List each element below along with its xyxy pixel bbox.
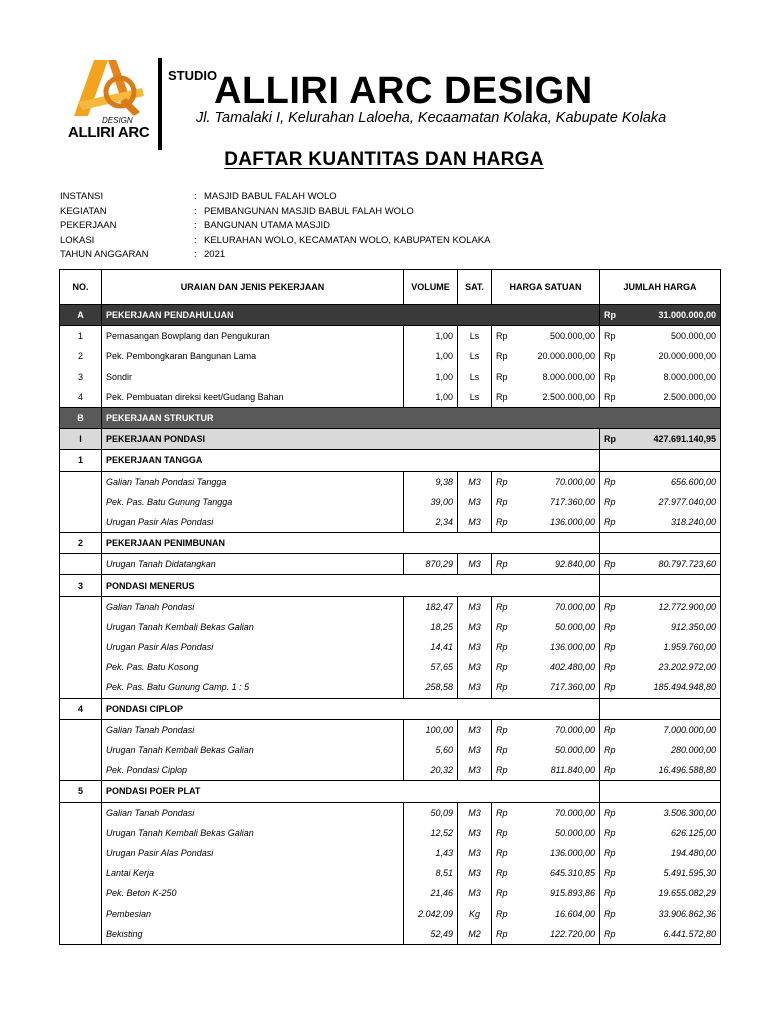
item-currency: Rp <box>600 823 622 843</box>
item-currency: Rp <box>492 924 514 945</box>
section-row <box>60 305 721 326</box>
table-row <box>60 760 721 781</box>
info-sep: : <box>194 220 197 231</box>
item-currency: Rp <box>492 326 514 347</box>
item-unit-price: 402.480,00 <box>514 657 600 677</box>
table-row <box>60 554 721 575</box>
item-currency: Rp <box>600 617 622 637</box>
item-volume: 18,25 <box>404 617 458 637</box>
item-total-price: 1.959.760,00 <box>622 637 721 657</box>
group-total-empty <box>622 450 721 471</box>
item-total-price: 33.906.862,36 <box>622 903 721 923</box>
group-no: 4 <box>60 698 102 719</box>
item-no <box>60 924 102 945</box>
item-total-price: 7.000.000,00 <box>622 719 721 740</box>
item-unit: Ls <box>458 346 492 366</box>
item-currency: Rp <box>492 471 514 492</box>
item-total-price: 20.000.000,00 <box>622 346 721 366</box>
table-row <box>60 596 721 617</box>
item-volume: 39,00 <box>404 492 458 512</box>
group-total-empty <box>622 698 721 719</box>
item-currency: Rp <box>600 843 622 863</box>
item-currency: Rp <box>600 596 622 617</box>
item-currency: Rp <box>600 387 622 408</box>
table-row <box>60 637 721 657</box>
item-unit: Kg <box>458 903 492 923</box>
item-description: Pek. Pas. Batu Kosong <box>102 657 404 677</box>
header-divider <box>158 58 162 150</box>
subsection-row <box>60 429 721 450</box>
item-total-price: 656.600,00 <box>622 471 721 492</box>
item-unit: M3 <box>458 492 492 512</box>
table-row <box>60 863 721 883</box>
item-currency: Rp <box>492 843 514 863</box>
group-row <box>60 781 721 802</box>
item-currency: Rp <box>492 719 514 740</box>
item-unit-price: 50.000,00 <box>514 823 600 843</box>
group-currency-empty <box>600 450 622 471</box>
table-row <box>60 802 721 823</box>
subsection-title: PEKERJAAN PONDASI <box>102 429 600 450</box>
item-currency: Rp <box>492 903 514 923</box>
subsection-currency: Rp <box>600 429 622 450</box>
item-volume: 1,43 <box>404 843 458 863</box>
item-currency: Rp <box>600 802 622 823</box>
table-row <box>60 512 721 533</box>
item-description: Urugan Pasir Alas Pondasi <box>102 512 404 533</box>
group-total-empty <box>622 533 721 554</box>
table-row <box>60 387 721 408</box>
item-total-price: 3.506.300,00 <box>622 802 721 823</box>
boq-body <box>60 305 721 945</box>
section-row <box>60 407 721 428</box>
item-description: Pek. Pondasi Ciplop <box>102 760 404 781</box>
item-unit-price: 122.720,00 <box>514 924 600 945</box>
item-no <box>60 740 102 760</box>
item-volume: 100,00 <box>404 719 458 740</box>
item-volume: 182,47 <box>404 596 458 617</box>
item-volume: 1,00 <box>404 367 458 387</box>
table-row <box>60 823 721 843</box>
item-total-price: 280.000,00 <box>622 740 721 760</box>
item-description: Pemasangan Bowplang dan Pengukuran <box>102 326 404 347</box>
item-volume: 9,38 <box>404 471 458 492</box>
item-currency: Rp <box>600 346 622 366</box>
item-no <box>60 657 102 677</box>
table-row <box>60 883 721 903</box>
item-description: Pek. Pembongkaran Bangunan Lama <box>102 346 404 366</box>
group-no: 5 <box>60 781 102 802</box>
item-total-price: 8.000.000,00 <box>622 367 721 387</box>
table-row <box>60 719 721 740</box>
table-row <box>60 924 721 945</box>
item-unit: M3 <box>458 883 492 903</box>
group-title: PONDASI CIPLOP <box>102 698 600 719</box>
info-key: PEKERJAAN <box>60 220 117 231</box>
item-description: Galian Tanah Pondasi <box>102 719 404 740</box>
item-volume: 870,29 <box>404 554 458 575</box>
info-key: KEGIATAN <box>60 205 107 217</box>
group-title: PEKERJAAN PENIMBUNAN <box>102 533 600 554</box>
table-row <box>60 346 721 366</box>
item-unit-price: 8.000.000,00 <box>514 367 600 387</box>
section-currency: Rp <box>600 305 622 326</box>
item-volume: 1,00 <box>404 387 458 408</box>
group-total-empty <box>622 575 721 596</box>
header-description: URAIAN DAN JENIS PEKERJAAN <box>102 270 404 305</box>
item-description: Bekisting <box>102 924 404 945</box>
group-no: 1 <box>60 450 102 471</box>
item-unit-price: 915.893,86 <box>514 883 600 903</box>
item-description: Galian Tanah Pondasi <box>102 802 404 823</box>
item-currency: Rp <box>492 596 514 617</box>
item-description: Galian Tanah Pondasi <box>102 596 404 617</box>
item-description: Urugan Tanah Didatangkan <box>102 554 404 575</box>
item-no <box>60 719 102 740</box>
table-row <box>60 492 721 512</box>
group-currency-empty <box>600 533 622 554</box>
item-unit-price: 136.000,00 <box>514 512 600 533</box>
item-description: Urugan Tanah Kembali Bekas Galian <box>102 740 404 760</box>
item-currency: Rp <box>492 554 514 575</box>
info-sep: : <box>194 191 197 202</box>
group-currency-empty <box>600 781 622 802</box>
item-total-price: 16.496.588,80 <box>622 760 721 781</box>
item-unit: M3 <box>458 554 492 575</box>
item-no <box>60 843 102 863</box>
item-volume: 5,60 <box>404 740 458 760</box>
item-currency: Rp <box>492 617 514 637</box>
item-currency: Rp <box>600 760 622 781</box>
item-unit-price: 70.000,00 <box>514 471 600 492</box>
item-currency: Rp <box>492 492 514 512</box>
item-currency: Rp <box>492 346 514 366</box>
item-description: Sondir <box>102 367 404 387</box>
item-currency: Rp <box>492 677 514 698</box>
item-description: Urugan Tanah Kembali Bekas Galian <box>102 823 404 843</box>
logo-mark-icon <box>64 58 154 124</box>
table-row <box>60 843 721 863</box>
item-volume: 57,65 <box>404 657 458 677</box>
item-volume: 2.042,09 <box>404 903 458 923</box>
section-total: 31.000.000,00 <box>622 305 721 326</box>
item-no <box>60 863 102 883</box>
table-row <box>60 903 721 923</box>
item-unit-price: 717.360,00 <box>514 492 600 512</box>
document-title-text: DAFTAR KUANTITAS DAN HARGA <box>224 149 544 170</box>
info-sep: : <box>194 234 197 246</box>
item-total-price: 626.125,00 <box>622 823 721 843</box>
item-unit-price: 50.000,00 <box>514 740 600 760</box>
item-currency: Rp <box>492 823 514 843</box>
boq-table <box>59 269 721 945</box>
item-unit: M3 <box>458 617 492 637</box>
item-unit-price: 70.000,00 <box>514 802 600 823</box>
table-row <box>60 471 721 492</box>
group-row <box>60 533 721 554</box>
item-currency: Rp <box>492 740 514 760</box>
item-unit: Ls <box>458 367 492 387</box>
item-unit-price: 70.000,00 <box>514 719 600 740</box>
item-volume: 20,32 <box>404 760 458 781</box>
item-currency: Rp <box>492 802 514 823</box>
item-description: Pek. Pas. Batu Gunung Camp. 1 : 5 <box>102 677 404 698</box>
section-title: PEKERJAAN STRUKTUR <box>102 407 721 428</box>
item-no: 1 <box>60 326 102 347</box>
item-currency: Rp <box>600 883 622 903</box>
group-no: 3 <box>60 575 102 596</box>
item-unit-price: 717.360,00 <box>514 677 600 698</box>
item-currency: Rp <box>600 326 622 347</box>
item-unit-price: 92.840,00 <box>514 554 600 575</box>
item-unit: M3 <box>458 823 492 843</box>
item-currency: Rp <box>600 512 622 533</box>
item-currency: Rp <box>600 740 622 760</box>
group-row <box>60 698 721 719</box>
item-currency: Rp <box>600 924 622 945</box>
header-unit-price: HARGA SATUAN <box>492 270 600 305</box>
group-total-empty <box>622 781 721 802</box>
info-value: MASJID BABUL FALAH WOLO <box>204 191 337 202</box>
item-description: Galian Tanah Pondasi Tangga <box>102 471 404 492</box>
item-total-price: 318.240,00 <box>622 512 721 533</box>
item-total-price: 19.655.082,29 <box>622 883 721 903</box>
info-value: BANGUNAN UTAMA MASJID <box>204 220 330 231</box>
item-no <box>60 596 102 617</box>
item-currency: Rp <box>600 471 622 492</box>
item-currency: Rp <box>600 677 622 698</box>
table-row <box>60 740 721 760</box>
item-volume: 258,58 <box>404 677 458 698</box>
item-unit: M2 <box>458 924 492 945</box>
group-title: PONDASI MENERUS <box>102 575 600 596</box>
item-no <box>60 554 102 575</box>
subsection-total: 427.691.140,95 <box>622 429 721 450</box>
item-description: Pek. Pembuatan direksi keet/Gudang Bahan <box>102 387 404 408</box>
item-no <box>60 677 102 698</box>
item-total-price: 185.494.948,80 <box>622 677 721 698</box>
table-row <box>60 617 721 637</box>
info-value: PEMBANGUNAN MASJID BABUL FALAH WOLO <box>204 205 414 217</box>
group-currency-empty <box>600 698 622 719</box>
item-total-price: 80.797.723,60 <box>622 554 721 575</box>
item-currency: Rp <box>600 719 622 740</box>
section-no: B <box>60 407 102 428</box>
item-total-price: 500.000,00 <box>622 326 721 347</box>
item-unit: M3 <box>458 843 492 863</box>
group-row <box>60 450 721 471</box>
item-no <box>60 760 102 781</box>
group-row <box>60 575 721 596</box>
item-unit-price: 136.000,00 <box>514 637 600 657</box>
item-currency: Rp <box>492 637 514 657</box>
item-no <box>60 823 102 843</box>
item-no <box>60 617 102 637</box>
item-currency: Rp <box>492 883 514 903</box>
item-currency: Rp <box>492 387 514 408</box>
section-title: PEKERJAAN PENDAHULUAN <box>102 305 600 326</box>
item-currency: Rp <box>600 657 622 677</box>
item-unit-price: 2.500.000,00 <box>514 387 600 408</box>
item-unit-price: 500.000,00 <box>514 326 600 347</box>
item-currency: Rp <box>600 863 622 883</box>
item-total-price: 12.772.900,00 <box>622 596 721 617</box>
item-unit: M3 <box>458 657 492 677</box>
header-no: NO. <box>60 270 102 305</box>
item-unit: M3 <box>458 512 492 533</box>
item-no: 3 <box>60 367 102 387</box>
item-volume: 50,09 <box>404 802 458 823</box>
item-total-price: 23.202.972,00 <box>622 657 721 677</box>
item-currency: Rp <box>600 492 622 512</box>
item-unit: M3 <box>458 863 492 883</box>
item-description: Pembesian <box>102 903 404 923</box>
item-currency: Rp <box>492 512 514 533</box>
item-unit-price: 50.000,00 <box>514 617 600 637</box>
item-no: 2 <box>60 346 102 366</box>
info-sep: : <box>194 249 197 260</box>
info-key: INSTANSI <box>60 191 104 202</box>
item-volume: 2,34 <box>404 512 458 533</box>
item-volume: 14,41 <box>404 637 458 657</box>
item-no <box>60 512 102 533</box>
item-no: 4 <box>60 387 102 408</box>
item-total-price: 27.977.040,00 <box>622 492 721 512</box>
item-unit: Ls <box>458 326 492 347</box>
item-volume: 52,49 <box>404 924 458 945</box>
table-row <box>60 677 721 698</box>
item-unit-price: 70.000,00 <box>514 596 600 617</box>
item-unit: M3 <box>458 596 492 617</box>
item-currency: Rp <box>600 554 622 575</box>
item-unit-price: 16.604,00 <box>514 903 600 923</box>
item-no <box>60 471 102 492</box>
item-total-price: 2.500.000,00 <box>622 387 721 408</box>
company-name: ALLIRI ARC DESIGN <box>214 70 593 112</box>
item-unit: M3 <box>458 677 492 698</box>
table-header-row <box>60 270 721 305</box>
item-description: Pek. Beton K-250 <box>102 883 404 903</box>
item-unit-price: 811.840,00 <box>514 760 600 781</box>
item-unit: M3 <box>458 637 492 657</box>
item-description: Urugan Pasir Alas Pondasi <box>102 637 404 657</box>
group-currency-empty <box>600 575 622 596</box>
item-volume: 21,46 <box>404 883 458 903</box>
item-no <box>60 903 102 923</box>
item-currency: Rp <box>600 903 622 923</box>
info-key: LOKASI <box>60 234 95 246</box>
item-unit-price: 645.310,85 <box>514 863 600 883</box>
company-address: Jl. Tamalaki I, Kelurahan Laloeha, Kecaamatan Kolaka, Kabupate Kolaka <box>196 110 667 126</box>
item-unit: M3 <box>458 740 492 760</box>
item-total-price: 912.350,00 <box>622 617 721 637</box>
studio-label: STUDIO <box>168 68 218 83</box>
table-row <box>60 657 721 677</box>
item-volume: 1,00 <box>404 346 458 366</box>
header-volume: VOLUME <box>404 270 458 305</box>
item-total-price: 6.441.572,80 <box>622 924 721 945</box>
item-unit-price: 136.000,00 <box>514 843 600 863</box>
item-no <box>60 492 102 512</box>
item-volume: 12,52 <box>404 823 458 843</box>
item-currency: Rp <box>492 760 514 781</box>
table-row <box>60 367 721 387</box>
logo-name: ALLIRI ARC <box>68 124 150 141</box>
header-total-price: JUMLAH HARGA <box>600 270 721 305</box>
item-currency: Rp <box>492 863 514 883</box>
group-title: PONDASI POER PLAT <box>102 781 600 802</box>
group-no: 2 <box>60 533 102 554</box>
item-total-price: 194.480,00 <box>622 843 721 863</box>
item-unit: M3 <box>458 760 492 781</box>
item-currency: Rp <box>492 367 514 387</box>
logo-design-text: DESIGN <box>102 116 133 125</box>
item-volume: 8,51 <box>404 863 458 883</box>
table-row <box>60 326 721 347</box>
item-total-price: 5.491.595,30 <box>622 863 721 883</box>
header-unit: SAT. <box>458 270 492 305</box>
info-value: 2021 <box>204 249 226 260</box>
item-description: Urugan Pasir Alas Pondasi <box>102 843 404 863</box>
item-no <box>60 637 102 657</box>
company-logo <box>64 58 154 144</box>
item-description: Urugan Tanah Kembali Bekas Galian <box>102 617 404 637</box>
item-unit-price: 20.000.000,00 <box>514 346 600 366</box>
item-unit: Ls <box>458 387 492 408</box>
item-currency: Rp <box>492 657 514 677</box>
item-unit: M3 <box>458 719 492 740</box>
info-key: TAHUN ANGGARAN <box>60 249 149 260</box>
item-currency: Rp <box>600 637 622 657</box>
item-currency: Rp <box>600 367 622 387</box>
item-volume: 1,00 <box>404 326 458 347</box>
group-title: PEKERJAAN TANGGA <box>102 450 600 471</box>
section-no: A <box>60 305 102 326</box>
item-no <box>60 802 102 823</box>
item-no <box>60 883 102 903</box>
item-unit: M3 <box>458 471 492 492</box>
info-sep: : <box>194 205 197 217</box>
item-unit: M3 <box>458 802 492 823</box>
info-value: KELURAHAN WOLO, KECAMATAN WOLO, KABUPATEN KOLAKA <box>204 234 491 246</box>
item-description: Pek. Pas. Batu Gunung Tangga <box>102 492 404 512</box>
subsection-no: I <box>60 429 102 450</box>
document-title <box>0 149 768 171</box>
item-description: Lantai Kerja <box>102 863 404 883</box>
